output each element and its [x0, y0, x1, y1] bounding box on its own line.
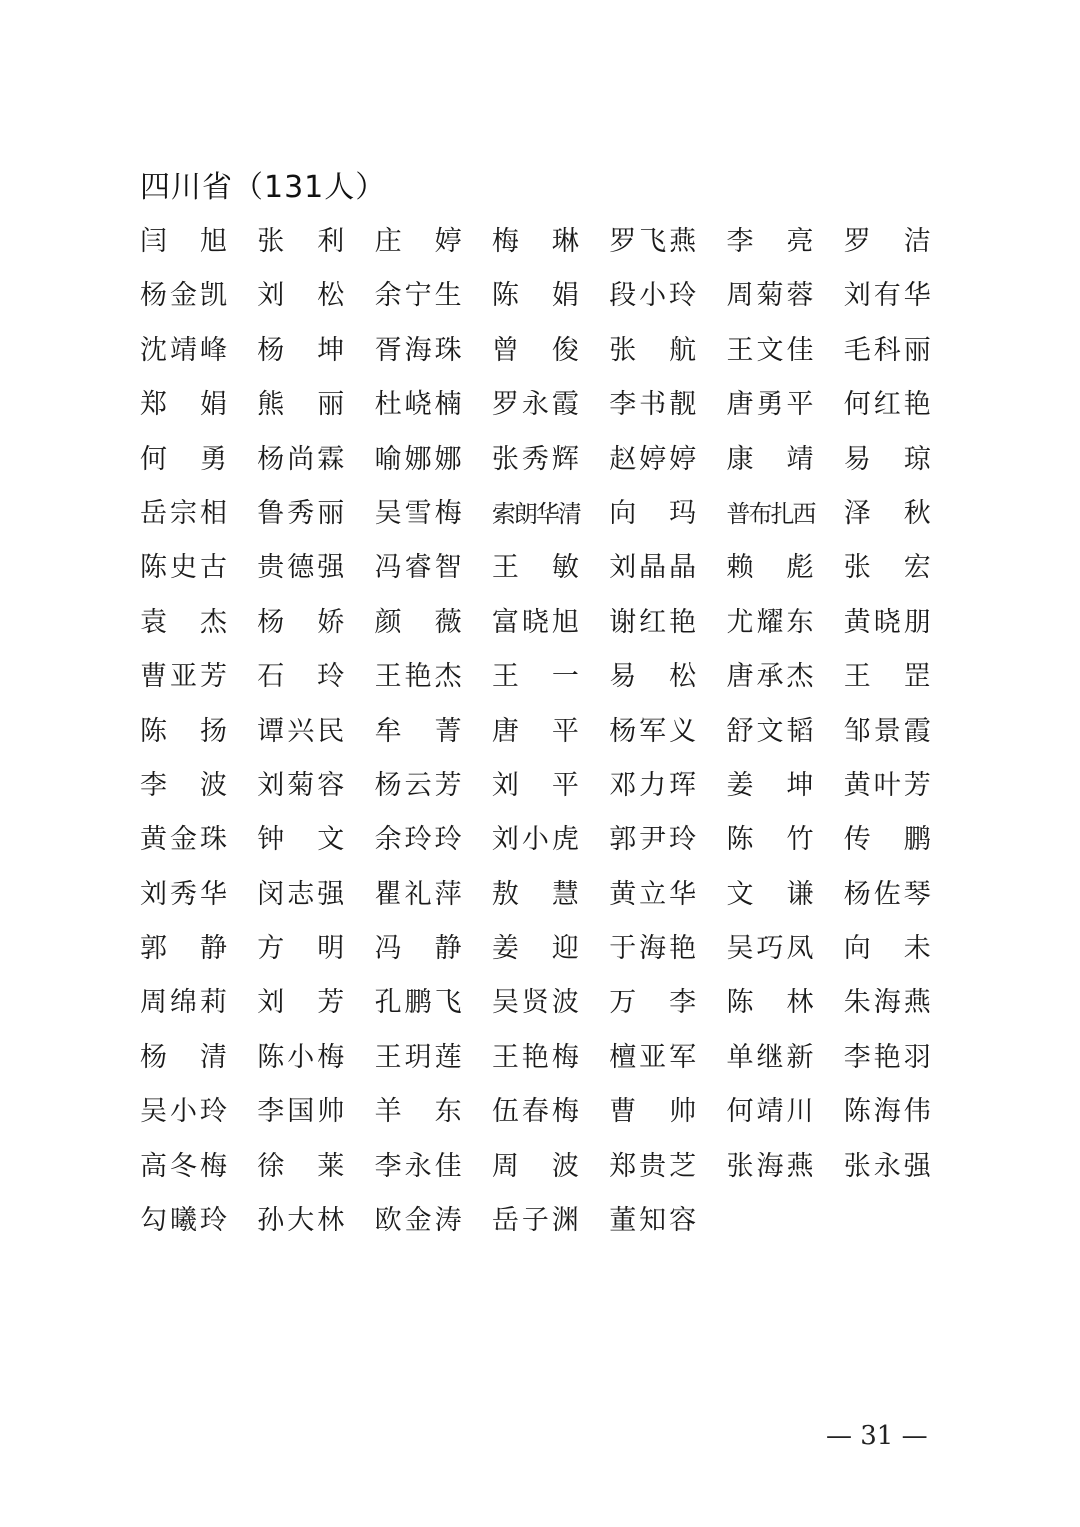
person-name: 陈林	[726, 987, 847, 1019]
person-name: 吴雪梅	[374, 497, 465, 529]
person-name: 泽秋	[843, 497, 964, 529]
person-name: 尤耀东	[726, 606, 817, 638]
person-name: 康靖	[726, 443, 847, 475]
person-name: 富晓旭	[491, 606, 582, 638]
person-name: 刘芳	[257, 987, 378, 1019]
person-name: 李书靓	[609, 389, 700, 421]
person-name: 向未	[843, 933, 964, 965]
person-name: 杜峣楠	[374, 389, 465, 421]
person-name: 向玛	[609, 497, 730, 529]
person-name: 余玲玲	[374, 824, 465, 856]
person-name: 文谦	[726, 878, 847, 910]
person-name: 郑娟	[140, 389, 260, 421]
person-name: 李亮	[726, 226, 847, 257]
person-name: 张永强	[843, 1150, 934, 1182]
person-name: 何靖川	[726, 1096, 817, 1128]
person-name: 陈竹	[726, 824, 847, 856]
person-name: 梅琳	[491, 226, 612, 257]
person-name: 周菊蓉	[726, 280, 817, 312]
person-name: 王敏	[491, 552, 612, 584]
person-name: 吴小玲	[140, 1096, 230, 1128]
person-name: 杨娇	[257, 606, 378, 638]
person-name: 张秀辉	[491, 443, 582, 475]
person-name: 岳子渊	[491, 1205, 582, 1237]
person-name: 曹帅	[609, 1096, 730, 1128]
person-name: 索朗华清	[491, 499, 580, 528]
person-name: 吴巧凤	[726, 933, 817, 965]
person-name: 陈海伟	[843, 1096, 934, 1128]
person-name: 罗永霞	[491, 389, 582, 421]
person-name: 黄金珠	[140, 824, 230, 856]
person-name: 王艳杰	[374, 661, 465, 693]
person-name: 庄婷	[374, 226, 495, 257]
person-name: 刘有华	[843, 280, 934, 312]
person-name: 董知容	[609, 1205, 700, 1237]
person-name: 李艳羽	[843, 1041, 934, 1073]
section-heading: 四川省（131人）	[140, 170, 387, 205]
person-name: 唐承杰	[726, 661, 817, 693]
person-name: 郑贵芝	[609, 1150, 700, 1182]
person-name: 张宏	[843, 552, 964, 584]
person-name: 郭静	[140, 933, 260, 965]
person-name: 邓力珲	[609, 769, 700, 801]
person-name: 陈史古	[140, 552, 230, 584]
person-name: 杨佐琴	[843, 878, 934, 910]
person-name: 段小玲	[609, 280, 700, 312]
person-name: 何红艳	[843, 389, 934, 421]
person-name: 欧金涛	[374, 1205, 465, 1237]
person-name: 高冬梅	[140, 1150, 230, 1182]
person-name: 曾俊	[491, 334, 612, 366]
person-name: 黄叶芳	[843, 769, 934, 801]
person-name: 姜坤	[726, 769, 847, 801]
person-name: 闵志强	[257, 878, 348, 910]
person-name: 张海燕	[726, 1150, 817, 1182]
person-name: 孔鹏飞	[374, 987, 465, 1019]
person-name: 杨坤	[257, 334, 378, 366]
person-name: 杨军义	[609, 715, 700, 747]
person-name: 瞿礼萍	[374, 878, 465, 910]
person-name: 钟文	[257, 824, 378, 856]
person-name: 冯睿智	[374, 552, 465, 584]
person-name: 易琼	[843, 443, 964, 475]
person-name: 传鹏	[843, 824, 964, 856]
person-name: 曹亚芳	[140, 661, 230, 693]
person-name: 单继新	[726, 1041, 817, 1073]
person-name: 吴贤波	[491, 987, 582, 1019]
person-name: 王一	[491, 661, 612, 693]
person-name: 勾曦玲	[140, 1205, 230, 1237]
person-name: 杨金凯	[140, 280, 230, 312]
person-name: 姜迎	[491, 933, 612, 965]
person-name: 刘平	[491, 769, 612, 801]
person-name: 徐莱	[257, 1150, 378, 1182]
person-name: 易松	[609, 661, 730, 693]
person-name: 刘菊容	[257, 769, 348, 801]
person-name: 谭兴民	[257, 715, 348, 747]
person-name: 李波	[140, 769, 260, 801]
person-name: 唐勇平	[726, 389, 817, 421]
person-name: 李永佳	[374, 1150, 465, 1182]
person-name: 王玥莲	[374, 1041, 465, 1073]
person-name: 羊东	[374, 1096, 495, 1128]
person-name: 罗飞燕	[609, 226, 700, 257]
person-name: 周波	[491, 1150, 612, 1182]
person-name: 王艳梅	[491, 1041, 582, 1073]
person-name: 刘秀华	[140, 878, 230, 910]
person-name: 杨清	[140, 1041, 260, 1073]
person-name: 舒文韬	[726, 715, 817, 747]
person-name: 王罡	[843, 661, 964, 693]
person-name: 赖彪	[726, 552, 847, 584]
person-name: 谢红艳	[609, 606, 700, 638]
person-name: 于海艳	[609, 933, 700, 965]
person-name: 石玲	[257, 661, 378, 693]
person-name: 孙大林	[257, 1205, 348, 1237]
person-name: 敖慧	[491, 878, 612, 910]
person-name: 喻娜娜	[374, 443, 465, 475]
person-name: 邹景霞	[843, 715, 934, 747]
person-name: 方明	[257, 933, 378, 965]
person-name: 沈靖峰	[140, 334, 230, 366]
person-name: 余宁生	[374, 280, 465, 312]
person-name: 李国帅	[257, 1096, 348, 1128]
person-name: 罗洁	[843, 226, 964, 257]
person-name: 闫旭	[140, 226, 260, 257]
person-name: 鲁秀丽	[257, 497, 348, 529]
name-list	[140, 218, 964, 1251]
person-name: 朱海燕	[843, 987, 934, 1019]
person-name: 冯静	[374, 933, 495, 965]
person-name: 袁杰	[140, 606, 260, 638]
person-name: 熊丽	[257, 389, 378, 421]
person-name: 杨尚霖	[257, 443, 348, 475]
person-name: 毛科丽	[843, 334, 934, 366]
page-number: — 31 —	[826, 1421, 928, 1451]
person-name: 伍春梅	[491, 1096, 582, 1128]
person-name: 贵德强	[257, 552, 348, 584]
person-name: 刘松	[257, 280, 378, 312]
person-name: 周绵莉	[140, 987, 230, 1019]
person-name: 陈娟	[491, 280, 612, 312]
person-name: 何勇	[140, 443, 260, 475]
person-name: 刘小虎	[491, 824, 582, 856]
person-name: 唐平	[491, 715, 612, 747]
person-name: 陈扬	[140, 715, 260, 747]
person-name: 陈小梅	[257, 1041, 348, 1073]
person-name: 牟菁	[374, 715, 495, 747]
person-name: 颜薇	[374, 606, 495, 638]
person-name: 黄晓朋	[843, 606, 934, 638]
person-name: 张利	[257, 226, 378, 257]
person-name: 普布扎西	[726, 499, 815, 528]
person-name: 胥海珠	[374, 334, 465, 366]
person-name: 王文佳	[726, 334, 817, 366]
person-name: 赵婷婷	[609, 443, 700, 475]
person-name: 万李	[609, 987, 730, 1019]
person-name: 檀亚军	[609, 1041, 700, 1073]
person-name: 岳宗相	[140, 497, 230, 529]
person-name: 黄立华	[609, 878, 700, 910]
person-name: 刘晶晶	[609, 552, 700, 584]
person-name: 郭尹玲	[609, 824, 700, 856]
person-name: 杨云芳	[374, 769, 465, 801]
person-name: 张航	[609, 334, 730, 366]
